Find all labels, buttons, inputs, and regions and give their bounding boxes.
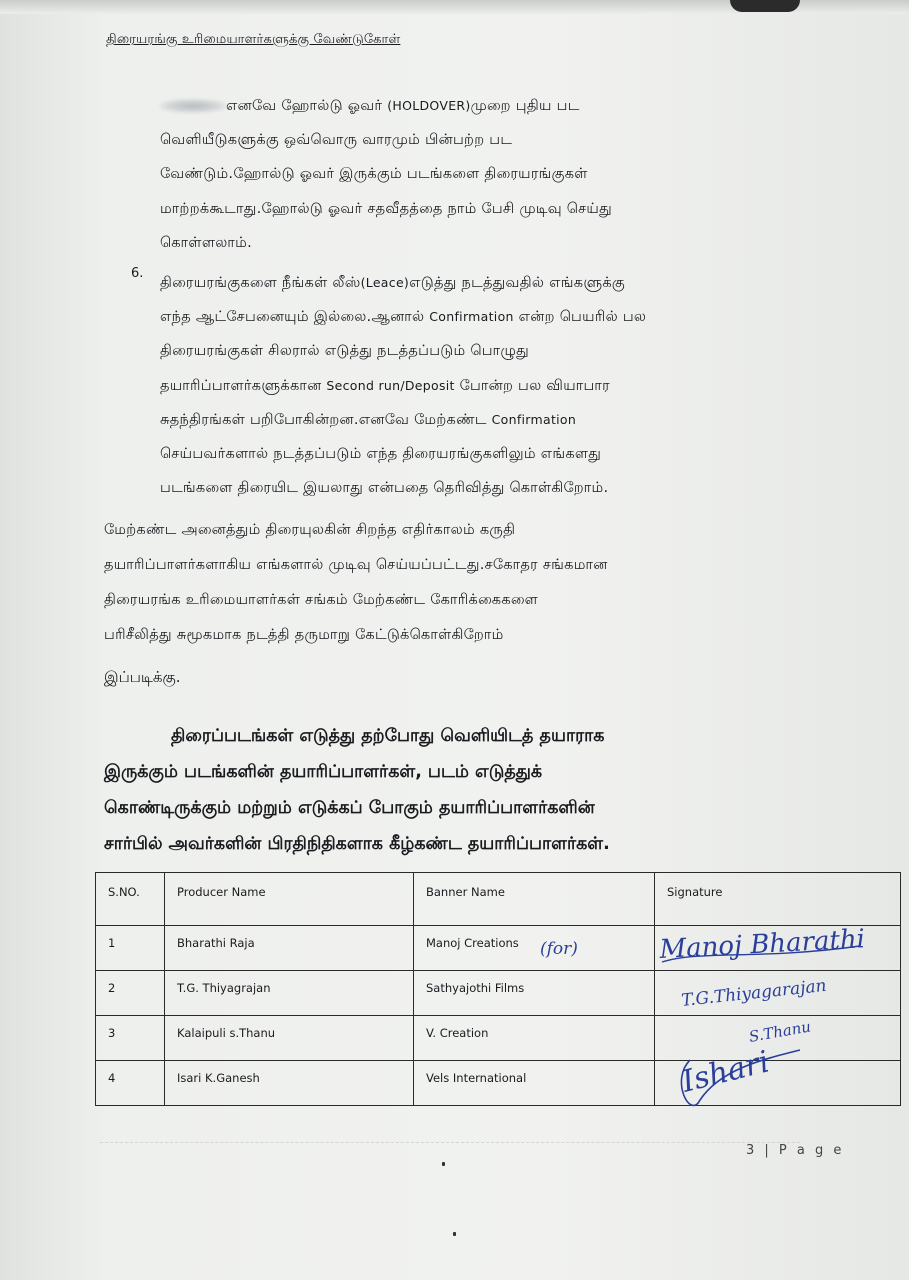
list-number: 6. xyxy=(131,266,144,281)
text-line: கொண்டிருக்கும் மற்றும் எடுக்கப் போகும் தயாரிப்பாளர்களின் xyxy=(104,798,595,818)
text-line: சார்பில் அவர்களின் பிரதிநிதிகளாக கீழ்கண்ட தயாரிப்பாளர்கள். xyxy=(104,834,610,854)
header-producer: Producer Name xyxy=(165,873,414,926)
table-header-row xyxy=(96,873,901,926)
text-line: திரையரங்குகள் சிலரால் எடுத்து நடத்தப்படும் பொழுது xyxy=(160,343,530,360)
cell-banner: V. Creation xyxy=(414,1016,655,1061)
text-line: இருக்கும் படங்களின் தயாரிப்பாளர்கள், படம் எடுத்துக் xyxy=(104,762,543,782)
text-line: தயாரிப்பாளர்களாகிய எங்களால் முடிவு செய்யப்பட்டது.சகோதர சங்கமான xyxy=(104,557,608,573)
signature-2: T.G.Thiyagarajan xyxy=(680,975,828,1011)
cell-producer: Kalaipuli s.Thanu xyxy=(165,1016,414,1061)
cell-signature xyxy=(655,926,901,971)
signature-1: Manoj Bharathi xyxy=(658,924,866,965)
scan-speck xyxy=(453,1232,456,1236)
text-line: தயாரிப்பாளர்களுக்கான Second run/Deposit போன்ற பல வியாபார xyxy=(160,377,610,394)
cell-sno: 4 xyxy=(96,1061,165,1106)
text-line: கொள்ளலாம். xyxy=(160,234,252,251)
cell-sno: 1 xyxy=(96,926,165,971)
closing-salutation: இப்படிக்கு. xyxy=(104,668,181,686)
text-line: எனவே ஹோல்டு ஓவர் (HOLDOVER)முறை புதிய பட xyxy=(160,89,612,123)
text-line: திரைப்படங்கள் எடுத்து தற்போது வெளியிடத் தயாராக xyxy=(104,726,605,746)
text-line: படங்களை திரையிட இயலாது என்பதை தெரிவித்து கொள்கிறோம். xyxy=(160,480,609,497)
cell-banner: Manoj Creations xyxy=(414,926,655,971)
cell-producer: Bharathi Raja xyxy=(165,926,414,971)
cell-banner: Vels International xyxy=(414,1061,655,1106)
cell-signature xyxy=(655,971,901,1016)
text-line: மேற்கண்ட அனைத்தும் திரையுலகின் சிறந்த எதிர்காலம் கருதி xyxy=(104,522,516,538)
header-sno: S.NO. xyxy=(96,873,165,926)
scan-shadow xyxy=(730,0,800,12)
redacted-mark xyxy=(160,99,226,113)
cell-signature xyxy=(655,1061,901,1106)
cell-sno: 2 xyxy=(96,971,165,1016)
table-row xyxy=(96,926,901,971)
holdover-paragraph xyxy=(160,89,612,260)
table-row xyxy=(96,1016,901,1061)
text-line: செய்பவர்களால் நடத்தப்படும் எந்த திரையரங்குகளிலும் எங்களது xyxy=(160,446,602,463)
cell-producer: T.G. Thiyagrajan xyxy=(165,971,414,1016)
signatories-table xyxy=(95,872,901,1106)
header-signature: Signature xyxy=(655,873,901,926)
text-line: வெளியீடுகளுக்கு ஒவ்வொரு வாரமும் பின்பற்ற பட xyxy=(160,132,513,149)
cell-producer: Isari K.Ganesh xyxy=(165,1061,414,1106)
text-line: திரையரங்க உரிமையாளர்கள் சங்கம் மேற்கண்ட கோரிக்கைகளை xyxy=(104,592,539,608)
cell-signature xyxy=(655,1016,901,1061)
table-row xyxy=(96,971,901,1016)
signatories-intro xyxy=(104,718,610,862)
request-paragraph xyxy=(104,513,608,653)
table-row xyxy=(96,1061,901,1106)
cell-banner: Sathyajothi Films xyxy=(414,971,655,1016)
text-line: எந்த ஆட்சேபனையும் இல்லை.ஆனால் Confirmation என்ற பெயரில் பல xyxy=(160,309,647,326)
text-line: பரிசீலித்து சுமூகமாக நடத்தி தருமாறு கேட்டுக்கொள்கிறோம் xyxy=(104,627,504,643)
text-line: திரையரங்குகளை நீங்கள் லீஸ்(Leace)எடுத்து நடத்துவதில் எங்களுக்கு xyxy=(160,275,626,291)
signature-4: Ishari xyxy=(678,1044,773,1100)
signature-3: S.Thanu xyxy=(747,1017,813,1046)
text-line: வேண்டும்.ஹோல்டு ஓவர் இருக்கும் படங்களை திரையரங்குகள் xyxy=(160,166,588,183)
text-line: சுதந்திரங்கள் பறிபோகின்றன.எனவே மேற்கண்ட Confirmation xyxy=(160,411,577,428)
page-header: திரையரங்கு உரிமையாளர்களுக்கு வேண்டுகோள் xyxy=(106,32,401,47)
cell-sno: 3 xyxy=(96,1016,165,1061)
header-banner: Banner Name xyxy=(414,873,655,926)
text-line: மாற்றக்கூடாது.ஹோல்டு ஓவர் சதவீதத்தை நாம் பேசி முடிவு செய்து xyxy=(160,200,613,217)
lease-paragraph xyxy=(160,266,646,505)
handwritten-annotation: (for) xyxy=(540,939,578,959)
page-number: 3 | P a g e xyxy=(746,1143,845,1158)
scan-speck xyxy=(442,1162,445,1166)
footer-divider xyxy=(100,1142,800,1143)
